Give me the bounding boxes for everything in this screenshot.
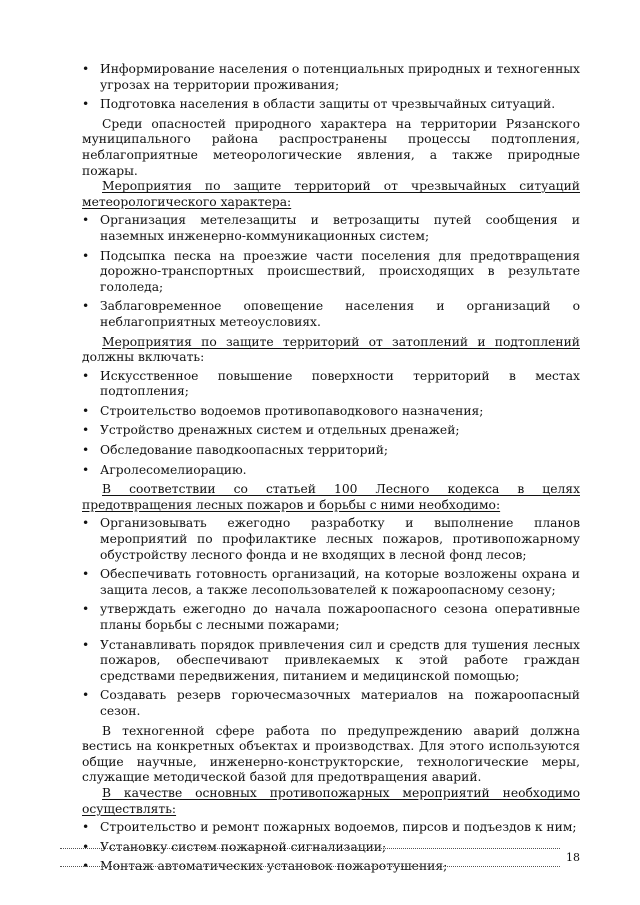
bullet-list-information (82, 62, 580, 113)
bullet-icon: • (82, 602, 90, 617)
heading-flooding: Мероприятия по защите территорий от затоплений и подтоплений должны включать: (82, 334, 580, 365)
page-number: 18 (566, 851, 580, 864)
list-item: • Подсыпка песка на проезжие части поселения для предотвращения дорожно-транспортных происшествий, происходящих в результате гололеда; (82, 248, 580, 294)
heading-forest-fires: В соответствии со статьей 100 Лесного кодекса в целях предотвращения лесных пожаров и борьбы с ними необходимо: (82, 482, 580, 512)
bullet-icon: • (82, 443, 90, 458)
bullet-icon: • (82, 62, 90, 76)
footer-divider (60, 848, 560, 849)
footer-divider (60, 866, 560, 867)
heading-meteorological: Мероприятия по защите территорий от чрезвычайных ситуаций метеорологического характера: (82, 179, 580, 209)
bullet-icon: • (82, 97, 90, 112)
heading-fire-measures: В качестве основных противопожарных мероприятий необходимо осуществлять: (82, 785, 580, 816)
paragraph-technogenic: В техногенной сфере работа по предупреждению аварий должна вестись на конкретных объектах и производствах. Для этого используются общие научные, инженерно-конструкторские, технологические меры, служащие методической базой для предотвращения аварий. (82, 723, 580, 785)
bullet-icon: • (82, 462, 90, 477)
bullet-icon: • (82, 213, 90, 228)
bullet-icon: • (82, 637, 90, 652)
list-item: • Обеспечивать готовность организаций, на которые возложены охрана и защита лесов, а также лесопользователей к пожароопасному сезону; (82, 567, 580, 597)
list-item: • Подготовка населения в области защиты от чрезвычайных ситуаций. (82, 97, 556, 112)
bullet-icon: • (82, 567, 90, 582)
bullet-list-flooding (82, 369, 580, 479)
list-item: • Искусственное повышение поверхности территорий в местах подтопления; (82, 368, 580, 399)
list-item: • утверждать ежегодно до начала пожароопасного сезона оперативные планы борьбы с лесными пожарами; (82, 602, 580, 632)
document-body (82, 62, 580, 879)
list-item: • Установку систем пожарной сигнализации; (82, 839, 387, 854)
bullet-icon: • (82, 820, 90, 835)
list-item: • Строительство и ремонт пожарных водоемов, пирсов и подъездов к ним; (82, 820, 577, 835)
bullet-list-forest-fires (82, 516, 580, 719)
bullet-icon: • (82, 368, 90, 383)
list-item: • Агролесомелиорацию. (82, 462, 247, 477)
bullet-icon: • (82, 516, 90, 531)
bullet-icon: • (82, 299, 90, 314)
list-item: • Организовывать ежегодно разработку и выполнение планов мероприятий по профилактике лесных пожаров, противопожарному обустройству лесного фонда и не входящих в лесной фонд лесов; (82, 516, 580, 562)
list-item: • Организация метелезащиты и ветрозащиты путей сообщения и наземных инженерно-коммуникационных систем; (82, 213, 580, 243)
list-item: • Монтаж автоматических установок пожаротушения; (82, 859, 448, 874)
bullet-icon: • (82, 859, 90, 874)
bullet-icon: • (82, 688, 90, 703)
list-item: • Информирование населения о потенциальных природных и техногенных угрозах на территории проживания; (82, 62, 580, 92)
bullet-icon: • (82, 403, 90, 418)
bullet-list-meteorological (82, 213, 580, 330)
list-item: • Устанавливать порядок привлечения сил и средств для тушения лесных пожаров, обеспечивают привлекаемых к этой работе граждан средствами передвижения, питанием и медицинской помощью; (82, 637, 580, 683)
list-item: • Создавать резерв горючесмазочных материалов на пожароопасный сезон. (82, 688, 580, 718)
list-item: • Заблаговременное оповещение населения и организаций о неблагоприятных метеоусловиях. (82, 299, 580, 329)
list-item: • Обследование паводкоопасных территорий; (82, 443, 389, 458)
list-item: • Устройство дренажных систем и отдельных дренажей; (82, 423, 460, 438)
list-item: • Строительство водоемов противопаводкового назначения; (82, 403, 484, 418)
bullet-icon: • (82, 423, 90, 438)
bullet-icon: • (82, 248, 90, 263)
bullet-icon: • (82, 839, 90, 854)
paragraph-natural-hazards: Среди опасностей природного характера на территории Рязанского муниципального района распространены процессы подтопления, неблагоприятные метеорологические явления, а также природные пожары. (82, 116, 580, 178)
